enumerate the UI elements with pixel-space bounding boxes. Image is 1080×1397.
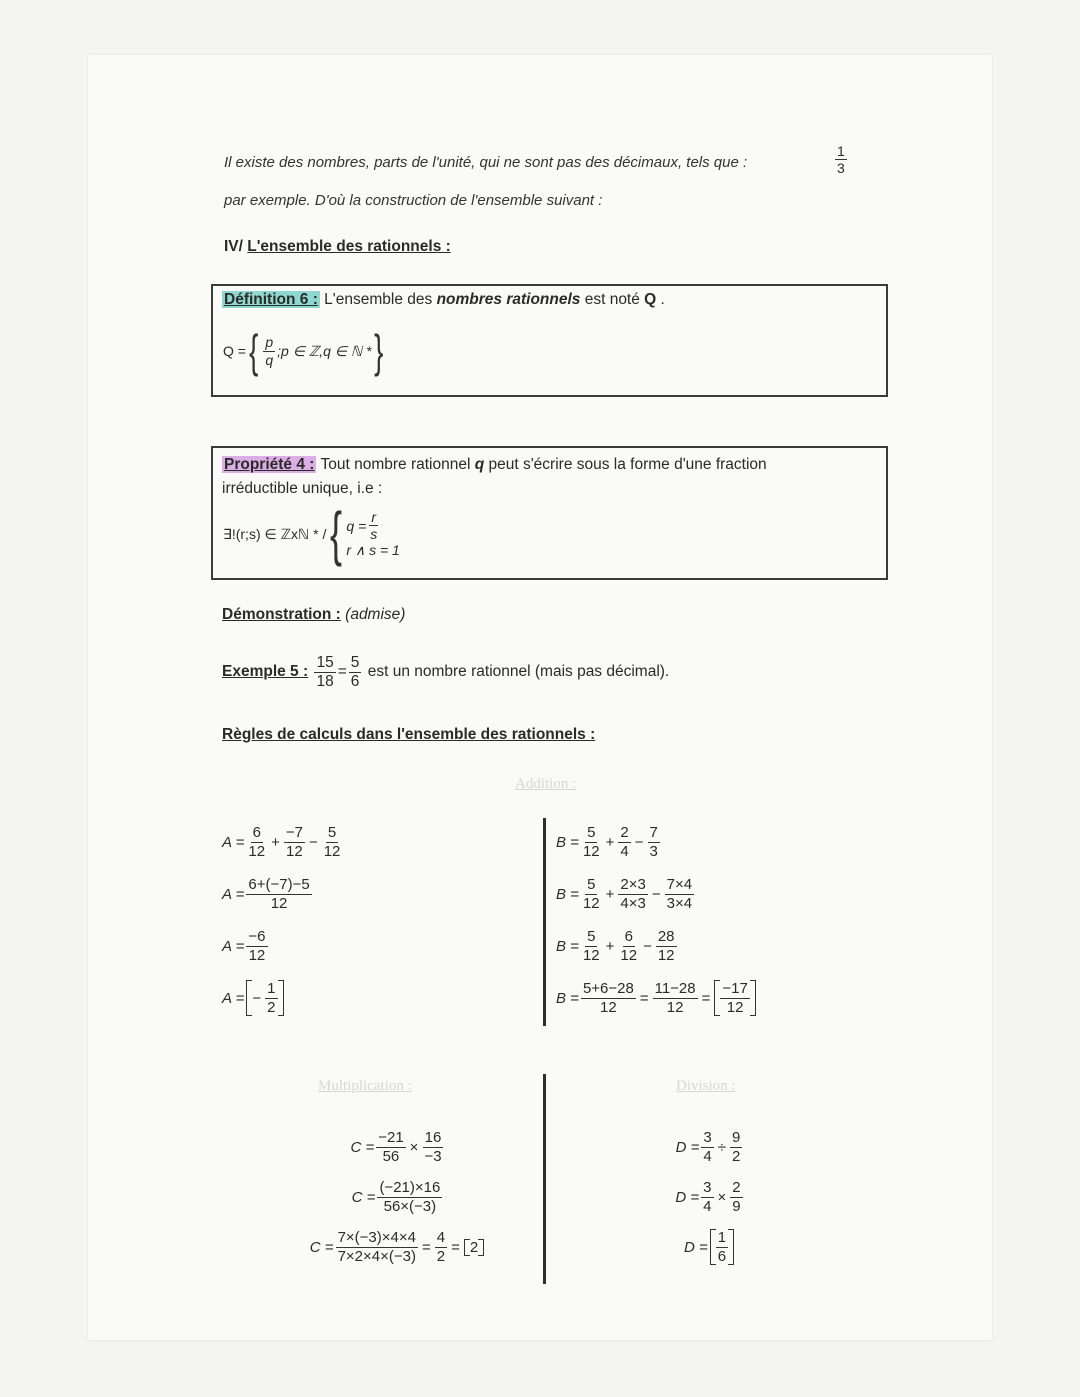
fraction-numerator: r xyxy=(371,508,377,525)
definition-statement xyxy=(222,291,665,309)
fraction-denominator: 12 xyxy=(248,842,266,860)
calc-block-C xyxy=(268,1122,528,1272)
demonstration-label: Démonstration : xyxy=(222,606,341,623)
fraction-numerator: 2 xyxy=(732,1179,741,1197)
boxed-result xyxy=(246,980,283,1016)
equation-line xyxy=(222,868,344,920)
math-token: B = xyxy=(556,937,579,955)
fraction-numerator: 1 xyxy=(717,1229,727,1247)
fraction-denominator: 12 xyxy=(270,894,288,912)
fraction-numerator: 5 xyxy=(587,928,596,946)
formula-lhs: Q = xyxy=(223,343,246,359)
section-title: L'ensemble des rationnels : xyxy=(247,238,451,255)
fraction xyxy=(648,824,660,860)
section-number: IV/ xyxy=(224,238,248,255)
fraction-denominator: 12 xyxy=(726,998,744,1016)
definition-label: Définition 6 : xyxy=(224,291,318,308)
math-token: D = xyxy=(683,1238,708,1256)
fraction xyxy=(435,1229,447,1265)
equals-sign: = xyxy=(337,663,347,681)
fraction-numerator: −17 xyxy=(722,980,748,998)
fraction-denominator: 4 xyxy=(703,1197,712,1215)
fraction-denominator: −3 xyxy=(424,1147,442,1165)
fraction-numerator: p xyxy=(265,334,274,351)
property-variable: q xyxy=(474,456,485,473)
math-token: C = xyxy=(350,1138,375,1156)
math-token: + xyxy=(605,833,615,851)
equation-line xyxy=(222,816,344,868)
intro-line-2: par exemple. D'où la construction de l'ensemble suivant : xyxy=(224,192,603,209)
fraction-numerator: 5 xyxy=(350,654,360,671)
math-token: − xyxy=(634,833,644,851)
example-label: Exemple 5 : xyxy=(222,663,309,681)
fraction xyxy=(284,824,305,860)
fraction xyxy=(701,1129,713,1165)
column-divider xyxy=(543,1074,546,1284)
fraction-numerator: 1 xyxy=(837,143,845,159)
fraction xyxy=(618,928,639,964)
equation-line xyxy=(350,1122,445,1172)
property-statement xyxy=(222,453,767,501)
fraction-numerator: 6 xyxy=(252,824,261,842)
math-token: + xyxy=(605,937,615,955)
math-token: A = xyxy=(222,885,245,903)
example xyxy=(222,654,669,691)
fraction-numerator: −21 xyxy=(378,1129,404,1147)
fraction-numerator: 9 xyxy=(732,1129,741,1147)
equation-line xyxy=(556,868,758,920)
fraction xyxy=(716,1229,728,1265)
fraction-denominator: 3 xyxy=(649,842,658,860)
equation-line xyxy=(676,1122,745,1172)
fraction-numerator: 7 xyxy=(649,824,658,842)
fraction-denominator: 12 xyxy=(323,842,341,860)
math-token: = xyxy=(451,1238,460,1256)
fraction xyxy=(656,928,677,964)
fraction-numerator: 4 xyxy=(436,1229,446,1247)
intro-line-1 xyxy=(224,154,747,171)
demonstration xyxy=(222,606,405,624)
property-label: Propriété 4 : xyxy=(224,456,315,473)
fraction-numerator: −6 xyxy=(248,928,266,946)
math-token: B = xyxy=(556,885,579,903)
math-token: + xyxy=(605,885,615,903)
math-token: B = xyxy=(556,833,579,851)
calc-block-B xyxy=(556,816,758,1024)
fraction xyxy=(581,928,602,964)
calc-block-D xyxy=(640,1122,780,1272)
fraction xyxy=(720,980,749,1016)
fraction-denominator: 4 xyxy=(703,1147,712,1165)
math-token: D = xyxy=(675,1138,700,1156)
intro-fraction xyxy=(833,143,849,176)
fraction-numerator: (−21)×16 xyxy=(379,1179,441,1197)
fraction-denominator: 3 xyxy=(837,160,845,177)
math-token: = xyxy=(701,989,711,1007)
fraction-numerator: 11−28 xyxy=(654,980,696,998)
fraction xyxy=(246,928,267,964)
fraction-denominator: 12 xyxy=(582,946,600,964)
property-text: irréductible unique, i.e : xyxy=(222,480,383,497)
intro-text: Il existe des nombres, parts de l'unité, qui ne sont pas des décimaux, tels que : xyxy=(224,154,748,171)
definition-emphasis: nombres rationnels xyxy=(436,291,581,308)
math-token: C = xyxy=(309,1238,334,1256)
fraction-numerator: 6+(−7)−5 xyxy=(248,876,310,894)
math-token: ÷ xyxy=(717,1138,726,1156)
demonstration-note: (admise) xyxy=(345,606,406,623)
fraction xyxy=(581,980,636,1016)
definition-formula xyxy=(223,325,387,377)
fraction-numerator: 3 xyxy=(703,1129,712,1147)
math-token: A = xyxy=(222,833,245,851)
fraction-denominator: 18 xyxy=(316,672,334,690)
equation-line xyxy=(556,816,758,868)
math-token: 2 xyxy=(469,1238,479,1256)
fraction xyxy=(665,876,694,912)
calc-block-A xyxy=(222,816,344,1024)
equation-line xyxy=(675,1172,744,1222)
fraction-denominator: 3×4 xyxy=(666,894,693,912)
fraction-numerator: 1 xyxy=(267,980,276,998)
fraction-numerator: 7×(−3)×4×4 xyxy=(337,1229,416,1247)
fraction-numerator: 16 xyxy=(424,1129,442,1147)
math-token: A = xyxy=(222,937,245,955)
formula-condition: r ∧ s = 1 xyxy=(346,542,400,559)
math-token: + xyxy=(271,833,280,851)
definition-text: . xyxy=(656,291,665,308)
math-token: = xyxy=(639,989,649,1007)
formula-eq: q = xyxy=(346,517,367,534)
fraction-numerator: 5+6−28 xyxy=(582,980,634,998)
fraction-numerator: 5 xyxy=(587,824,596,842)
math-token: − xyxy=(308,833,318,851)
formula-lhs: ∃!(r;s) ∈ ℤxℕ * / xyxy=(223,525,327,542)
fraction-denominator: 12 xyxy=(666,998,684,1016)
fraction-denominator: 12 xyxy=(620,946,638,964)
fraction-denominator: 2 xyxy=(732,1147,741,1165)
fraction-denominator: s xyxy=(370,526,378,542)
left-brace-icon: { xyxy=(249,325,259,377)
fraction-denominator: 6 xyxy=(350,672,360,690)
fraction xyxy=(377,1179,442,1215)
fraction-denominator: 12 xyxy=(657,946,675,964)
definition-box xyxy=(211,284,888,397)
rules-title: Règles de calculs dans l'ensemble des rationnels : xyxy=(222,726,596,743)
math-token: − xyxy=(252,989,262,1007)
equation-line xyxy=(684,1222,736,1272)
fraction xyxy=(246,824,267,860)
fraction-denominator: 12 xyxy=(248,946,266,964)
property-text: peut s'écrire sous la forme d'une fraction xyxy=(484,456,767,473)
fraction xyxy=(336,1229,418,1265)
boxed-result xyxy=(464,1239,484,1256)
fraction-denominator: 4×3 xyxy=(620,894,646,912)
fraction-numerator: 6 xyxy=(624,928,633,946)
fraction-denominator: 2 xyxy=(267,998,276,1016)
formula-condition: ;p ∈ ℤ,q ∈ ℕ * xyxy=(277,342,372,359)
property-box xyxy=(211,446,888,580)
left-brace-icon: { xyxy=(330,500,343,567)
equation-line xyxy=(222,972,344,1024)
heading-multiplication: Multiplication : xyxy=(318,1078,412,1094)
fraction-numerator: 28 xyxy=(657,928,675,946)
fraction xyxy=(581,876,602,912)
example-text: est un nombre rationnel (mais pas décimal). xyxy=(367,663,670,681)
fraction-denominator: 2 xyxy=(436,1247,446,1265)
fraction xyxy=(653,980,698,1016)
fraction-numerator: 2 xyxy=(620,824,629,842)
fraction-denominator: 7×2×4×(−3) xyxy=(337,1247,416,1265)
equation-line xyxy=(222,920,344,972)
right-brace-icon: } xyxy=(374,325,384,377)
fraction-denominator: q xyxy=(265,351,274,368)
column-divider xyxy=(543,818,546,1026)
math-token: × xyxy=(409,1138,419,1156)
math-token: = xyxy=(421,1238,431,1256)
fraction-numerator: 2×3 xyxy=(620,876,646,894)
fraction xyxy=(730,1129,742,1165)
property-text: Tout nombre rationnel xyxy=(316,456,475,473)
math-token: C = xyxy=(351,1188,376,1206)
definition-text: L'ensemble des xyxy=(319,291,437,308)
boxed-result xyxy=(714,980,755,1016)
fraction-numerator: 3 xyxy=(703,1179,712,1197)
equation-line xyxy=(556,920,758,972)
fraction xyxy=(422,1129,443,1165)
fraction-numerator: 5 xyxy=(587,876,596,894)
boxed-result xyxy=(710,1229,734,1265)
fraction xyxy=(581,824,602,860)
equation-line xyxy=(556,972,758,1024)
property-formula xyxy=(223,500,400,567)
fraction-numerator: −7 xyxy=(285,824,303,842)
fraction xyxy=(322,824,343,860)
fraction-numerator: 15 xyxy=(316,654,334,671)
heading-addition: Addition : xyxy=(515,776,577,792)
fraction-denominator: 6 xyxy=(717,1247,727,1265)
math-token: D = xyxy=(675,1188,700,1206)
fraction xyxy=(265,980,277,1016)
fraction xyxy=(618,876,647,912)
fraction-denominator: 56 xyxy=(382,1147,400,1165)
definition-text: est noté xyxy=(580,291,645,308)
fraction xyxy=(730,1179,742,1215)
math-token: A = xyxy=(222,989,245,1007)
section-heading xyxy=(224,238,451,256)
math-token: − xyxy=(651,885,661,903)
fraction-denominator: 12 xyxy=(600,998,617,1016)
fraction xyxy=(246,876,311,912)
fraction-denominator: 12 xyxy=(582,842,600,860)
math-token: × xyxy=(717,1188,727,1206)
heading-division: Division : xyxy=(676,1078,736,1094)
fraction-denominator: 12 xyxy=(582,894,600,912)
fraction-denominator: 56×(−3) xyxy=(383,1197,437,1215)
fraction xyxy=(376,1129,405,1165)
fraction xyxy=(618,824,630,860)
math-token: − xyxy=(643,937,652,955)
math-token: B = xyxy=(556,989,579,1007)
fraction-numerator: 5 xyxy=(327,824,337,842)
fraction-numerator: 7×4 xyxy=(666,876,693,894)
fraction xyxy=(701,1179,713,1215)
fraction-denominator: 4 xyxy=(620,842,629,860)
rationals-symbol: Q xyxy=(644,291,657,308)
equation-line xyxy=(352,1172,445,1222)
fraction-denominator: 9 xyxy=(732,1197,741,1215)
equation-line xyxy=(310,1222,486,1272)
fraction-denominator: 12 xyxy=(286,842,303,860)
